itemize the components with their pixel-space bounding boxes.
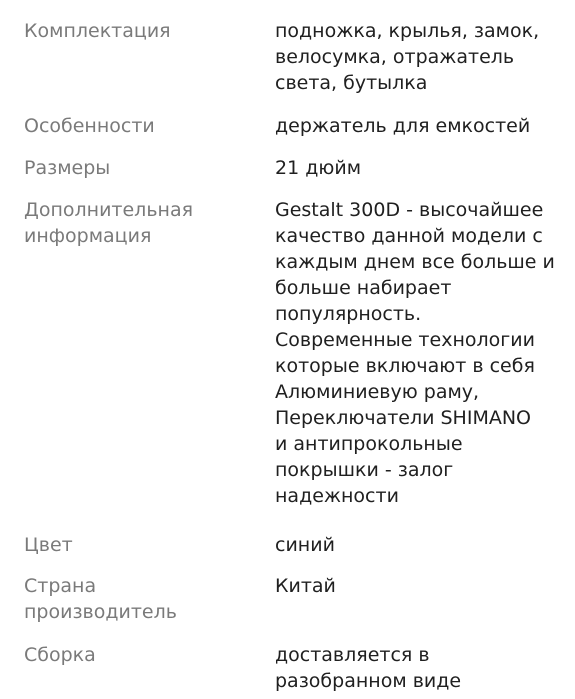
spec-label: Сборка (24, 644, 96, 666)
spec-value: Gestalt 300D - высочайшее качество данной модели с каждым днем все больше и больше набирает популярность. Современные технологии которые включают в себя Алюминиевую раму, Переключатели SHIMANO и антипрокольные покрышки - залог надежности (275, 199, 555, 507)
spec-label: Размеры (24, 157, 111, 179)
spec-label: Комплектация (24, 20, 171, 42)
spec-label: Цвет (24, 534, 73, 556)
spec-value: доставляется в разобранном виде (275, 644, 462, 692)
spec-label: Особенности (24, 115, 155, 137)
spec-value: подножка, крылья, замок, велосумка, отражатель света, бутылка (275, 20, 540, 94)
spec-value: Китай (275, 575, 336, 597)
spec-label: Дополнительная информация (24, 199, 194, 247)
spec-value: синий (275, 534, 335, 556)
spec-label: Страна производитель (24, 575, 177, 623)
spec-value: держатель для емкостей (275, 115, 531, 137)
spec-value: 21 дюйм (275, 157, 362, 179)
